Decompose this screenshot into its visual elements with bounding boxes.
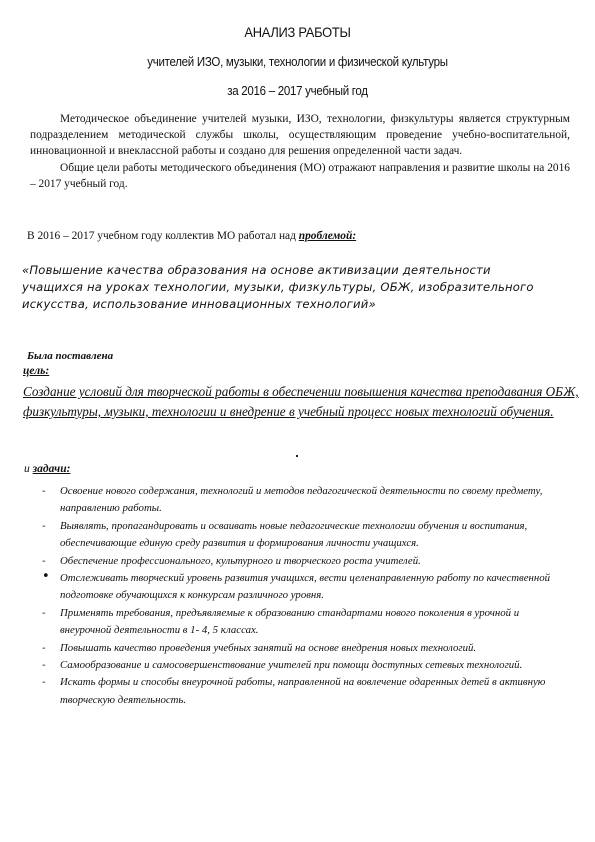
tasks-heading	[24, 463, 70, 475]
intro-paragraph-2: Общие цели работы методического объединения (МО) отражают направления и развитие школы на 2016 – 2017 учебный год.	[30, 162, 570, 191]
dash-bullet-icon: -	[42, 660, 46, 672]
list-item	[42, 553, 562, 570]
document-title: АНАЛИЗ РАБОТЫ	[244, 24, 351, 40]
goal-intro: Была поставлена	[27, 350, 114, 362]
list-item	[42, 518, 562, 553]
dash-bullet-icon: -	[42, 486, 46, 497]
list-item	[42, 570, 562, 605]
task-text: Обеспечение профессионального, культурного и творческого роста учителей.	[60, 554, 421, 567]
task-text: Повышать качество проведения учебных занятий на основе внедрения новых технологий.	[60, 641, 477, 654]
problem-word: проблемой:	[298, 230, 357, 242]
list-item	[42, 674, 562, 709]
dash-bullet-icon: -	[42, 607, 46, 619]
task-text: Освоение нового содержания, технологий и методов педагогической деятельности по своему предмету, направлению работы.	[60, 485, 543, 515]
task-text: Применять требования, предъявляемые к образованию стандартами нового поколения в урочной и внеурочной деятельности в 1- 4, 5 классах.	[60, 606, 520, 637]
document-subtitle: учителей ИЗО, музыки, технологии и физической культуры	[147, 55, 448, 69]
list-item	[42, 605, 562, 640]
list-item	[42, 657, 562, 674]
tasks-list	[42, 483, 562, 709]
intro-paragraph-1: Методическое объединение учителей музыки, ИЗО, технологии, физкультуры является структурным подразделением методической службы школы, осуществляющим проведение учебно-воспитательной, инновационной и внеклассной работы и создано для решения определенной части задач.	[30, 113, 570, 157]
problem-heading	[27, 230, 356, 242]
goal-label: цель:	[23, 365, 50, 377]
task-text: Отслеживать творческий уровень развития учащихся, вести целенаправленную работу по качественной подготовке обучающихся к конкурсам различного уровня.	[60, 572, 551, 602]
task-text: Выявлять, пропагандировать и осваивать новые педагогические технологии обучения и воспитания, обеспечивающие единую среду развития и формирования личности учащихся.	[60, 519, 528, 550]
list-item	[42, 640, 562, 657]
list-item	[42, 483, 562, 518]
problem-statement: «Повышение качества образования на основе активизации деятельности учащихся на уроках технологии, музыки, физкультуры, ОБЖ, изобразительного искусства, использование инновационных технологий»	[22, 263, 534, 311]
tasks-prefix: и	[24, 463, 30, 475]
dash-bullet-icon: -	[42, 555, 46, 567]
dash-bullet-icon: -	[42, 677, 46, 689]
tasks-label: задачи:	[32, 463, 71, 475]
problem-lead: В 2016 – 2017 учебном году коллектив МО работал над	[27, 230, 296, 242]
dash-bullet-icon: -	[42, 642, 46, 654]
task-text: Искать формы и способы внеурочной работы, направленной на вовлечение одаренных детей в активную творческую деятельность.	[60, 676, 546, 706]
document-year: за 2016 – 2017 учебный год	[227, 84, 368, 98]
task-text: Самообразование и самосовершенствование учителей при помощи доступных сетевых технологий.	[60, 659, 523, 672]
dash-bullet-icon: -	[42, 520, 46, 532]
dot-bullet-icon: •	[42, 569, 50, 585]
intro-section	[30, 112, 570, 193]
goal-statement: Создание условий для творческой работы в обеспечении повышения качества преподавания ОБЖ, физкультуры, музыки, технологии и внедрение в учебный процесс новых технологий обучения.	[23, 384, 579, 419]
stray-dot	[296, 455, 298, 457]
